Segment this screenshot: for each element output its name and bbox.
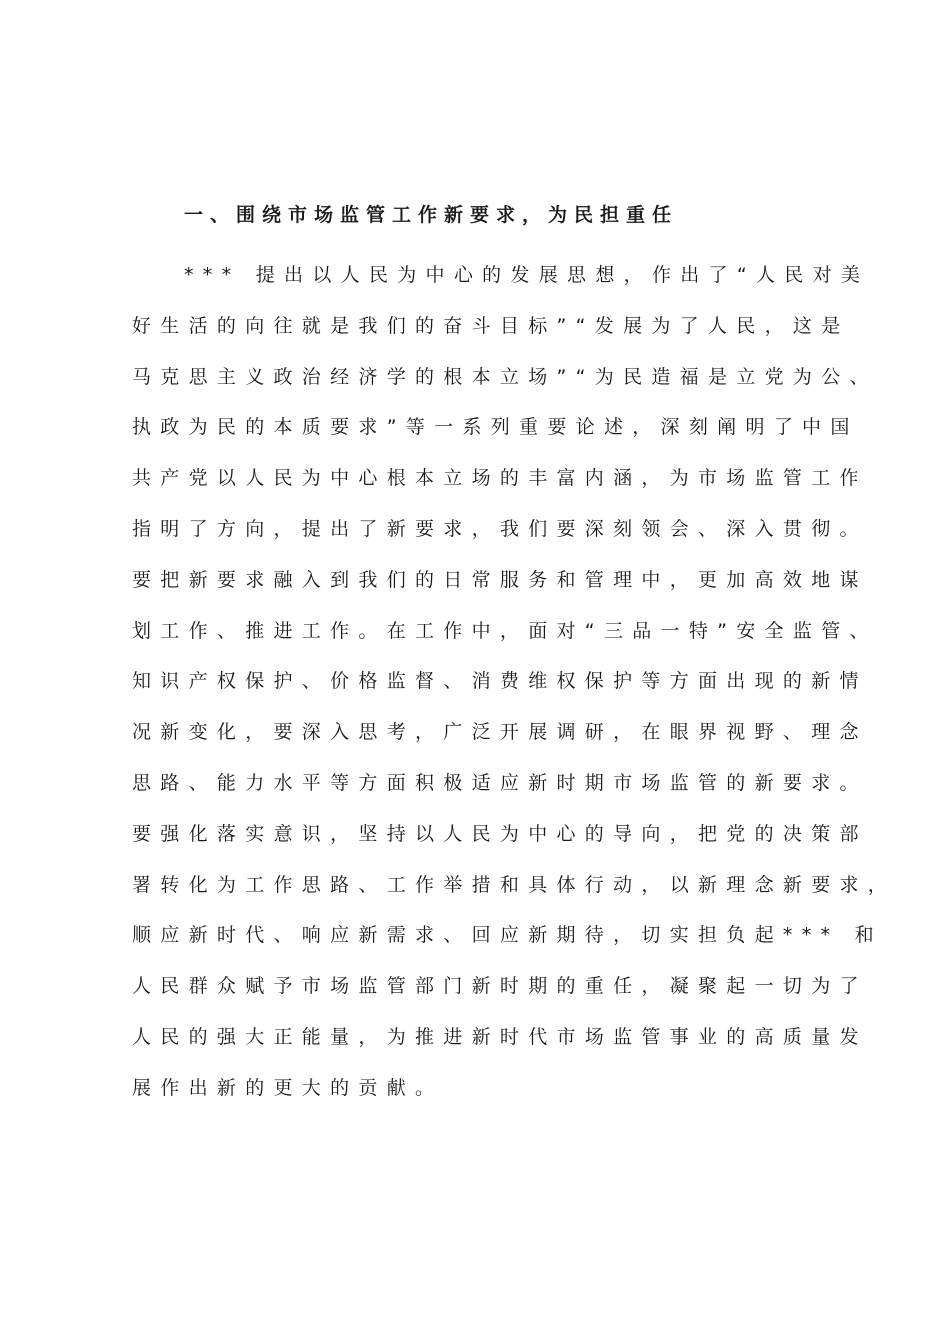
paragraph-line: 展作出新的更大的贡献。 bbox=[132, 1076, 444, 1099]
paragraph-line: 要把新要求融入到我们的日常服务和管理中，更加高效地谋 bbox=[132, 568, 868, 591]
paragraph-line: 共产党以人民为中心根本立场的丰富内涵，为市场监管工作 bbox=[132, 467, 868, 490]
body-paragraph bbox=[132, 260, 897, 1124]
section-heading: 一、围绕市场监管工作新要求，为民担重任 bbox=[184, 204, 679, 226]
paragraph-line: 要强化落实意识，坚持以人民为中心的导向，把党的决策部 bbox=[132, 822, 868, 845]
paragraph-line: 思路、能力水平等方面积极适应新时期市场监管的新要求。 bbox=[132, 771, 868, 794]
paragraph-line: 人民群众赋予市场监管部门新时期的重任，凝聚起一切为了 bbox=[132, 975, 868, 998]
paragraph-line: 知识产权保护、价格监督、消费维权保护等方面出现的新情 bbox=[132, 670, 868, 693]
paragraph-line: 执政为民的本质要求”等一系列重要论述，深刻阐明了中国 bbox=[132, 416, 859, 439]
paragraph-line: 指明了方向，提出了新要求，我们要深刻领会、深入贯彻。 bbox=[132, 517, 868, 540]
paragraph-line: 况新变化，要深入思考，广泛开展调研，在眼界视野、理念 bbox=[132, 721, 868, 744]
paragraph-line: 人民的强大正能量，为推进新时代市场监管事业的高质量发 bbox=[132, 1025, 868, 1048]
paragraph-line: 好生活的向往就是我们的奋斗目标”“发展为了人民，这是 bbox=[132, 314, 850, 337]
paragraph-line: *** 提出以人民为中心的发展思想，作出了“人民对美 bbox=[184, 264, 870, 286]
paragraph-line: 顺应新时代、响应新需求、回应新期待，切实担负起*** 和 bbox=[132, 924, 883, 947]
paragraph-line: 划工作、推进工作。在工作中，面对“三品一特”安全监管、 bbox=[132, 619, 878, 642]
paragraph-line: 署转化为工作思路、工作举措和具体行动，以新理念新要求， bbox=[132, 873, 897, 896]
paragraph-line: 马克思主义政治经济学的根本立场”“为民造福是立党为公、 bbox=[132, 365, 878, 388]
